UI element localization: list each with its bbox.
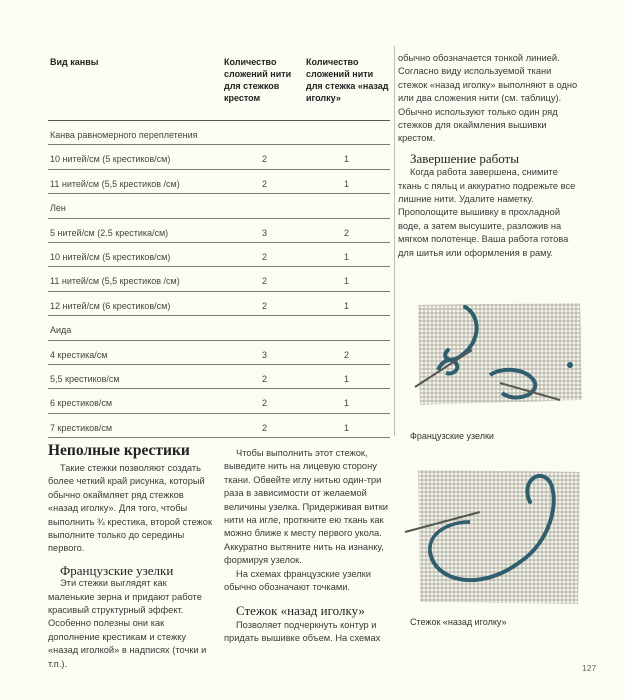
- table-cell-canvas: 10 нитей/см (5 крестиков/см): [50, 154, 171, 165]
- table-cell-cross: 2: [262, 373, 268, 384]
- table-cell-canvas: 5,5 крестиков/см: [50, 373, 120, 384]
- table-cell-cross: 2: [262, 251, 268, 262]
- table-cell-cross: 2: [262, 178, 268, 189]
- table-cell-backstitch: 1: [344, 178, 350, 189]
- table-row: [48, 145, 390, 169]
- french-knots-illustration: [410, 295, 590, 420]
- table-cell-backstitch: 1: [344, 154, 350, 165]
- backstitch-heading: Стежок «назад иголку»: [236, 603, 365, 619]
- table-cell-backstitch: 1: [344, 251, 350, 262]
- table-row: [48, 267, 390, 291]
- table-row: [48, 194, 390, 218]
- backstitch-illustration: [400, 462, 590, 610]
- table-cell-canvas: 4 крестика/см: [50, 349, 108, 360]
- thread-count-table: [48, 48, 390, 438]
- table-cell-canvas: Аида: [50, 325, 72, 336]
- table-row: [48, 365, 390, 389]
- figure-caption-french-knots: Французские узелки: [410, 431, 494, 441]
- table-header-backstitch: Количество сложений нити для стежка «назад иголку»: [306, 57, 389, 103]
- table-cell-canvas: Лен: [50, 203, 66, 214]
- table-cell-backstitch: 1: [344, 300, 350, 311]
- left-column-text: [48, 462, 214, 671]
- french-knots-instructions: Чтобы выполнить этот стежок, выведите нить на лицевую сторону ткани. Обвейте иглу нитью один-три раза в зависимости от желаемой величины узелка. Придерживая витки нити на игле, проткните ею ткань как можно ближе к месту первого укола. Аккуратно вытяните нить на изнанку, формируя узелок.: [224, 448, 388, 566]
- table-header-canvas: Вид канвы: [50, 57, 99, 67]
- table-row: [48, 219, 390, 243]
- finishing-paragraph: Когда работа завершена, снимите ткань с пяльц и аккуратно подрежьте все лишние нити. Удалите наметку. Прополощите вышивку в прохладной воде, а затем высушите, разложив на мягком полотенце. Ваша работа готова для шитья или оформления в раму.: [398, 167, 576, 258]
- figure-caption-backstitch: Стежок «назад иголку»: [410, 617, 507, 627]
- page-number: 127: [582, 663, 597, 673]
- french-knots-heading: Французские узелки: [60, 562, 174, 578]
- partial-cross-paragraph: Такие стежки позволяют создать более четкий край рисунка, который обычно окаймляет ряд стежков «назад иголку». Для того, чтобы выполнить ¾ крестика, второй стежок выполните только до середины первого.: [48, 463, 213, 554]
- table-cell-cross: 3: [262, 227, 268, 238]
- table-row: [48, 121, 390, 145]
- table-row: [48, 243, 390, 267]
- table-cell-backstitch: 2: [344, 227, 350, 238]
- table-header-cross: Количество сложений нити для стежков крестом: [224, 57, 292, 103]
- table-cell-canvas: 12 нитей/см (6 крестиков/см): [50, 300, 171, 311]
- right-column-text: [398, 52, 580, 260]
- backstitch-paragraph: Позволяет подчеркнуть контур и придать вышивке объем. На схемах: [224, 619, 381, 644]
- table-cell-cross: 2: [262, 154, 268, 165]
- table-cell-backstitch: 1: [344, 373, 350, 384]
- section-title: Неполные крестики: [48, 442, 190, 459]
- table-cell-cross: 2: [262, 398, 268, 409]
- table-cell-backstitch: 2: [344, 349, 350, 360]
- table-cell-canvas: 7 крестиков/см: [50, 422, 113, 433]
- table-cell-cross: 2: [262, 300, 268, 311]
- french-knots-notation: На схемах французские узелки обычно обозначают точками.: [224, 568, 371, 593]
- table-cell-cross: 2: [262, 422, 268, 433]
- table-cell-canvas: 11 нитей/см (5,5 крестиков /см): [50, 276, 180, 287]
- table-row: [48, 341, 390, 365]
- table-row: [48, 292, 390, 316]
- table-header: [48, 48, 390, 121]
- table-cell-backstitch: 1: [344, 422, 350, 433]
- table-cell-canvas: 6 крестиков/см: [50, 398, 113, 409]
- table-cell-backstitch: 1: [344, 398, 350, 409]
- table-cell-canvas: 11 нитей/см (5,5 крестиков /см): [50, 178, 180, 189]
- table-cell-cross: 2: [262, 276, 268, 287]
- french-knots-paragraph: Эти стежки выглядят как маленькие зерна и придают работе красивый структурный эффект. Особенно полезны они как дополнение крестикам и стежку «назад иголкой» в надписях (точки и т.п.).: [48, 578, 207, 669]
- table-row: [48, 414, 390, 438]
- column-divider: [394, 46, 395, 436]
- table-cell-canvas: 10 нитей/см (5 крестиков/см): [50, 251, 171, 262]
- table-cell-backstitch: 1: [344, 276, 350, 287]
- table-row: [48, 170, 390, 194]
- table-cell-canvas: Канва равномерного переплетения: [50, 130, 198, 140]
- backstitch-continuation: обычно обозначается тонкой линией. Согласно виду используемой ткани стежок «назад иголку» выполняют в одно или два сложения нити (см. таблицу). Обычно используют только один ряд стежков для окаймления вышивки крестом.: [398, 53, 578, 144]
- table-cell-canvas: 5 нитей/см (2.5 крестика/см): [50, 227, 169, 238]
- middle-column-text: [224, 447, 390, 646]
- table-row: [48, 316, 390, 340]
- table-row: [48, 389, 390, 413]
- table-cell-cross: 3: [262, 349, 268, 360]
- finishing-heading: Завершение работы: [410, 150, 519, 166]
